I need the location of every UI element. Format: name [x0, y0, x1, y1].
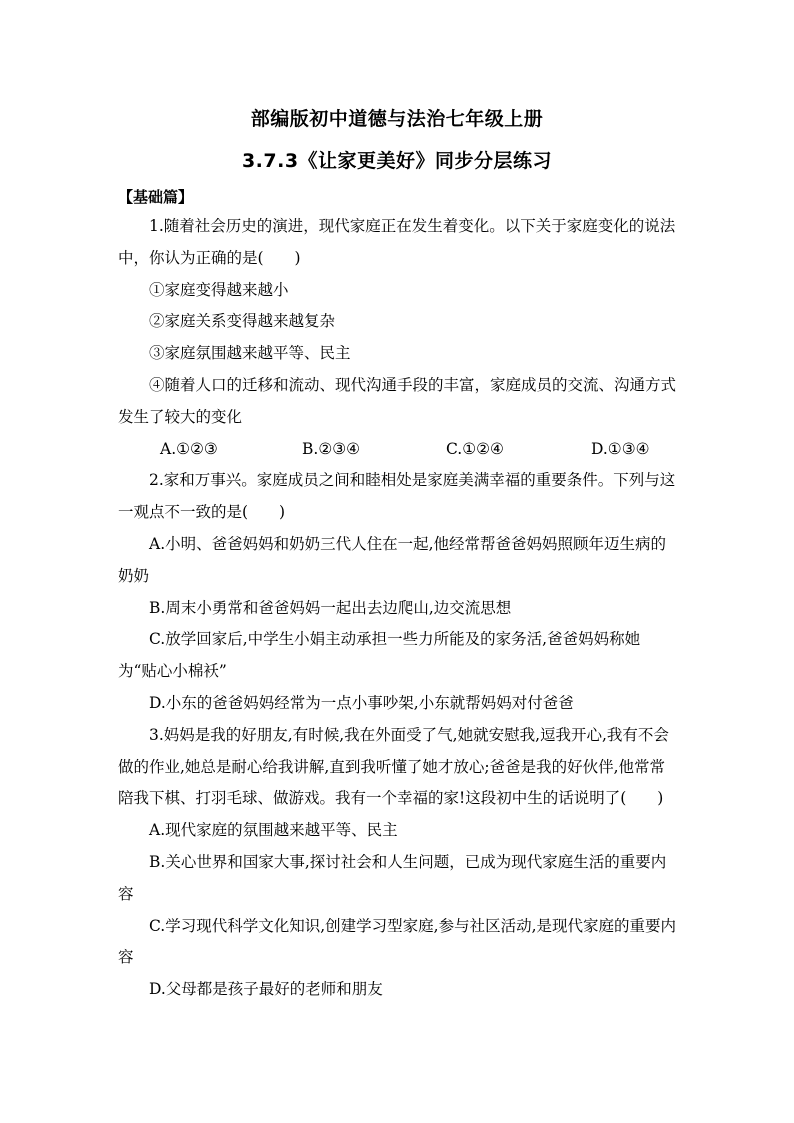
statement-item: ③家庭氛围越来越平等、民主	[149, 344, 351, 363]
choice-d: D.①③④	[591, 439, 650, 458]
question-stem: 2.家和万事兴。家庭成员之间和睦相处是家庭美满幸福的重要条件。下列与这一观点不一致的是( )	[118, 471, 676, 522]
statement-item: ④随着人口的迁移和流动、现代沟通手段的丰富，家庭成员的交流、沟通方式发生了较大的变化	[118, 375, 677, 426]
document-subtitle: 3.7.3《让家更美好》同步分层练习	[241, 150, 553, 172]
option-d: D.小东的爸爸妈妈经常为一点小事吵架,小东就帮妈妈对付爸爸	[149, 693, 574, 712]
option-a: A.现代家庭的氛围越来越平等、民主	[149, 821, 398, 840]
choice-c: C.①②④	[446, 439, 504, 458]
option-b: B.关心世界和国家大事,探讨社会和人生问题，已成为现代家庭生活的重要内容	[118, 852, 667, 903]
document-title: 部编版初中道德与法治七年级上册	[250, 108, 544, 130]
question-1	[118, 211, 678, 465]
option-b: B.周末小勇常和爸爸妈妈一起出去边爬山,边交流思想	[149, 598, 512, 617]
option-a: A.小明、爸爸妈妈和奶奶三代人住在一起,他经常帮爸爸妈妈照顾年迈生病的奶奶	[118, 534, 667, 585]
statement-item: ②家庭关系变得越来越复杂	[149, 312, 336, 331]
option-c: C.学习现代科学文化知识,创建学习型家庭,参与社区活动,是现代家庭的重要内容	[118, 916, 677, 967]
questions-body	[118, 211, 678, 1006]
answer-choices	[118, 434, 678, 466]
choice-b: B.②③④	[302, 439, 361, 458]
question-2	[118, 465, 678, 719]
statement-item: ①家庭变得越来越小	[149, 280, 289, 299]
question-stem: 1.随着社会历史的演进，现代家庭正在发生着变化。以下关于家庭变化的说法中，你认为正确的是( )	[118, 217, 676, 267]
section-heading: 【基础篇】	[118, 188, 194, 206]
choice-a: A.①②③	[160, 439, 218, 458]
question-stem: 3.妈妈是我的好朋友,有时候,我在外面受了气,她就安慰我,逗我开心,我有不会做的作业,她总是耐心给我讲解,直到我听懂了她才放心;爸爸是我的好伙伴,他常常陪我下棋、打羽毛球、做游戏。我有一个幸福的家!这段初中生的话说明了( )	[118, 725, 669, 808]
option-c: C.放学回家后,中学生小娟主动承担一些力所能及的家务活,爸爸妈妈称她为“贴心小棉袄”	[118, 630, 641, 681]
option-d: D.父母都是孩子最好的老师和朋友	[149, 980, 383, 999]
question-3	[118, 720, 678, 1006]
